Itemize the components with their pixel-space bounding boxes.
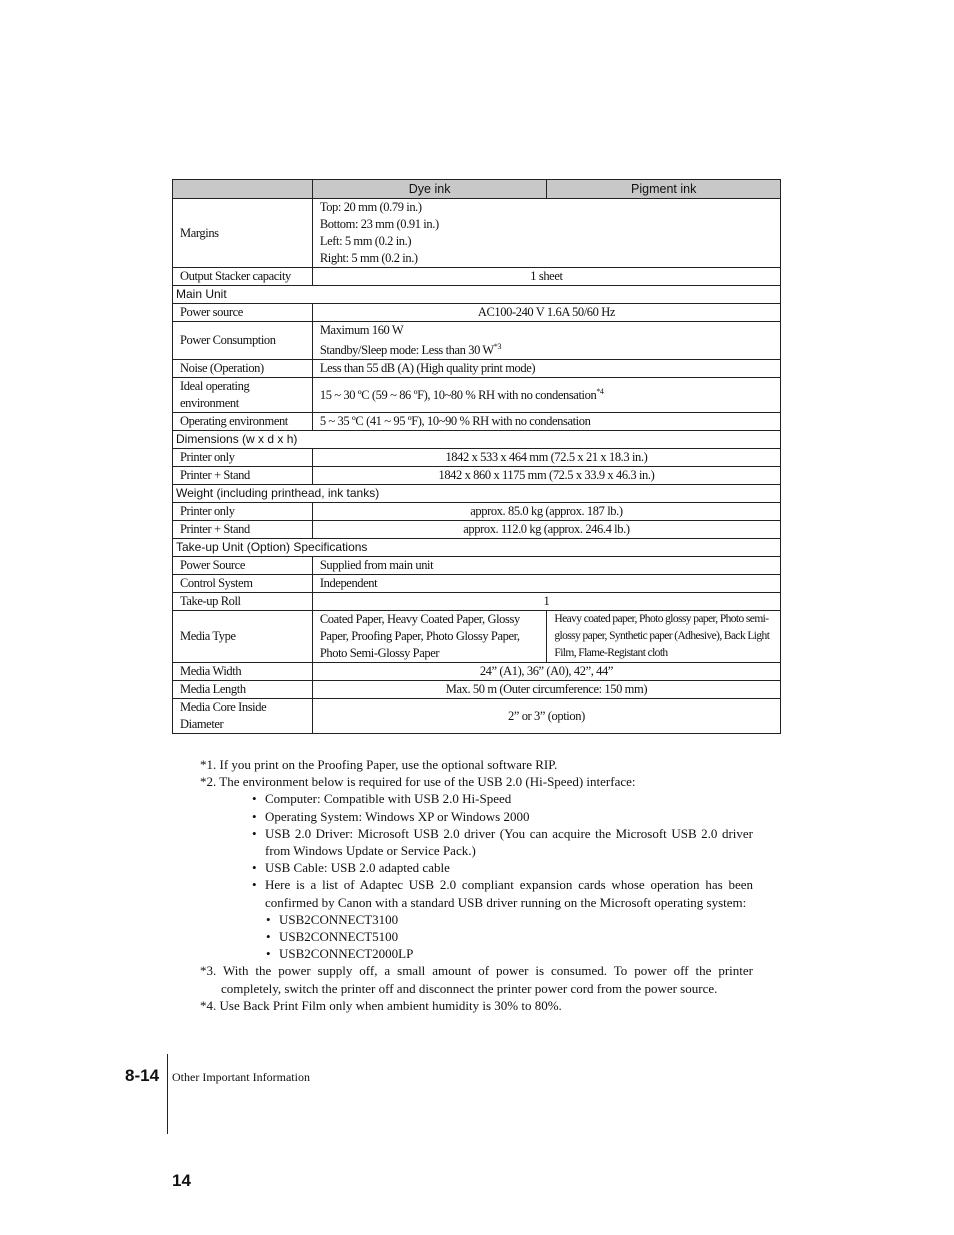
header-blank-cell <box>173 180 313 199</box>
list-item: • USB2CONNECT5100 <box>266 928 753 945</box>
power-consumption-value <box>312 322 780 360</box>
table-row <box>173 611 781 663</box>
table-row <box>173 663 781 681</box>
header-dye-ink: Dye ink <box>312 180 547 199</box>
dim-stand-value: 1842 x 860 x 1175 mm (72.5 x 33.9 x 46.3 in.) <box>312 467 780 485</box>
power-max: Maximum 160 W <box>319 323 404 337</box>
row-label-output-stacker: Output Stacker capacity <box>173 268 313 286</box>
adaptec-cards-list <box>265 911 753 963</box>
table-row <box>173 503 781 521</box>
weight-stand-value: approx. 112.0 kg (approx. 246.4 lb.) <box>312 521 780 539</box>
margin-bottom: Bottom: 23 mm (0.91 in.) <box>319 217 439 231</box>
footnote-3 <box>200 962 753 996</box>
table-row <box>173 521 781 539</box>
table-row <box>173 322 781 360</box>
list-item: • USB2CONNECT2000LP <box>266 945 753 962</box>
section-dimensions: Dimensions (w x d x h) <box>173 431 781 449</box>
table-row <box>173 467 781 485</box>
control-system-value: Independent <box>312 575 780 593</box>
list-item: • USB 2.0 Driver: Microsoft USB 2.0 driver (You can acquire the Microsoft USB 2.0 driver from Windows Update or Service Pack.) <box>252 825 753 859</box>
adaptec-text: Here is a list of Adaptec USB 2.0 compliant expansion cards whose operation has been confirmed by Canon with a standard USB driver running on the Microsoft operating system: <box>265 877 753 910</box>
header-pigment-ink: Pigment ink <box>547 180 781 199</box>
footnote-ref: *3 <box>493 341 502 351</box>
section-main-unit: Main Unit <box>173 286 781 304</box>
section-row <box>173 286 781 304</box>
media-width-value: 24” (A1), 36” (A0), 42”, 44” <box>312 663 780 681</box>
section-weight: Weight (including printhead, ink tanks) <box>173 485 781 503</box>
margin-top: Top: 20 mm (0.79 in.) <box>319 200 422 214</box>
output-stacker-value: 1 sheet <box>312 268 780 286</box>
table-header-row <box>173 180 781 199</box>
row-label-media-type: Media Type <box>173 611 313 663</box>
row-label-noise: Noise (Operation) <box>173 360 313 378</box>
noise-value: Less than 55 dB (A) (High quality print mode) <box>312 360 780 378</box>
row-label-power-consumption: Power Consumption <box>173 322 313 360</box>
table-row <box>173 378 781 413</box>
footnote-3-line1: *3. With the power supply off, a small amount of power is consumed. To power off the printer <box>200 963 753 979</box>
row-label-operating-env: Operating environment <box>173 413 313 431</box>
row-label-media-width: Media Width <box>173 663 313 681</box>
power-standby <box>320 339 773 359</box>
list-item: • USB2CONNECT3100 <box>266 911 753 928</box>
table-row <box>173 413 781 431</box>
list-item: • USB Cable: USB 2.0 adapted cable <box>252 859 753 876</box>
table-row <box>173 681 781 699</box>
row-label-dim-printer: Printer only <box>173 449 313 467</box>
power-source-value: AC100-240 V 1.6A 50/60 Hz <box>312 304 780 322</box>
usb-requirements-list <box>200 790 753 962</box>
table-row <box>173 699 781 734</box>
footnote-2: *2. The environment below is required for use of the USB 2.0 (Hi-Speed) interface: <box>200 774 636 790</box>
margin-right: Right: 5 mm (0.2 in.) <box>319 251 418 265</box>
row-label-control-system: Control System <box>173 575 313 593</box>
row-label-takeup-roll: Take-up Roll <box>173 593 313 611</box>
row-label-dim-stand: Printer + Stand <box>173 467 313 485</box>
specifications-table <box>172 179 781 734</box>
footer-section-name: Other Important Information <box>172 1070 310 1084</box>
table-row <box>173 304 781 322</box>
operating-env-value: 5 ~ 35 ºC (41 ~ 95 ºF), 10~90 % RH with no condensation <box>312 413 780 431</box>
row-label-ideal-env: Ideal operating environment <box>173 378 313 413</box>
row-label-margins: Margins <box>173 199 313 268</box>
core-diameter-value: 2” or 3” (option) <box>312 699 780 734</box>
list-item <box>252 876 753 962</box>
row-label-core-diameter: Media Core Inside Diameter <box>173 699 313 734</box>
section-takeup: Take-up Unit (Option) Specifications <box>173 539 781 557</box>
row-label-media-length: Media Length <box>173 681 313 699</box>
list-item: • Computer: Compatible with USB 2.0 Hi-Speed <box>252 790 753 807</box>
takeup-roll-value: 1 <box>312 593 780 611</box>
table-row <box>173 360 781 378</box>
row-label-weight-printer: Printer only <box>173 503 313 521</box>
footer-divider <box>167 1054 168 1134</box>
page-number: 14 <box>172 1171 191 1190</box>
page-reference: 8-14 <box>125 1066 160 1085</box>
table-row <box>173 449 781 467</box>
media-type-dye: Coated Paper, Heavy Coated Paper, Glossy Paper, Proofing Paper, Photo Glossy Paper, Photo Semi-Glossy Paper <box>312 611 547 663</box>
takeup-power-value: Supplied from main unit <box>312 557 780 575</box>
row-label-takeup-power: Power Source <box>173 557 313 575</box>
power-standby-text: Standby/Sleep mode: Less than 30 W <box>319 343 494 357</box>
ideal-env-text: 15 ~ 30 ºC (59 ~ 86 ºF), 10~80 % RH with no condensation <box>319 387 597 402</box>
margins-value <box>312 199 780 268</box>
footnote-1: *1. If you print on the Proofing Paper, use the optional software RIP. <box>200 757 558 772</box>
media-type-pigment: Heavy coated paper, Photo glossy paper, Photo semi-glossy paper, Synthetic paper (Adhesive), Back Light Film, Flame-Registant cloth <box>547 611 781 663</box>
section-row <box>173 539 781 557</box>
dim-printer-value: 1842 x 533 x 464 mm (72.5 x 21 x 18.3 in.) <box>312 449 780 467</box>
ideal-env-value <box>312 378 780 413</box>
footnotes <box>200 756 753 1014</box>
list-item: • Operating System: Windows XP or Windows 2000 <box>252 808 753 825</box>
footnote-3-line2: completely, switch the printer off and disconnect the printer power cord from the power source. <box>221 980 718 996</box>
table-row <box>173 557 781 575</box>
table-row <box>173 593 781 611</box>
table-row <box>173 268 781 286</box>
media-length-value: Max. 50 m (Outer circumference: 150 mm) <box>312 681 780 699</box>
weight-printer-value: approx. 85.0 kg (approx. 187 lb.) <box>312 503 780 521</box>
table-row <box>173 575 781 593</box>
footnote-4: *4. Use Back Print Film only when ambient humidity is 30% to 80%. <box>200 997 562 1013</box>
margin-left: Left: 5 mm (0.2 in.) <box>319 234 412 248</box>
footnote-ref: *4 <box>596 386 604 396</box>
row-label-weight-stand: Printer + Stand <box>173 521 313 539</box>
row-label-power-source: Power source <box>173 304 313 322</box>
table-row <box>173 199 781 268</box>
section-row <box>173 485 781 503</box>
section-row <box>173 431 781 449</box>
